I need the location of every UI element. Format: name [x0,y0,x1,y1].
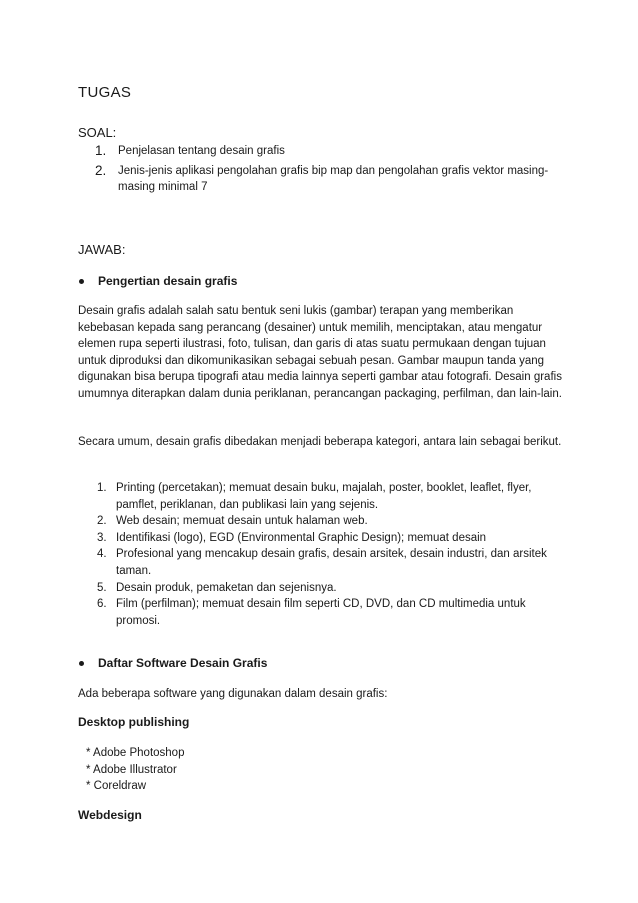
list-item-number: 5. [97,581,107,594]
list-item-text: Identifikasi (logo), EGD (Environmental Graphic Design); memuat desain [116,531,487,544]
list-item-number: 4. [97,548,107,561]
list-item [78,513,558,530]
paragraph-definition: Desain grafis adalah salah satu bentuk seni lukis (gambar) terapan yang memberikan kebebasan kepada sang perancang (desainer) untuk memilih, menciptakan, atau mengatur elemen rupa seperti ilustrasi, foto, tulisan, dan garis di atas suatu permukaan dengan tujuan untuk diproduksi dan dikomunikasikan sebagai sebuah pesan. Gambar maupun tanda yang digunakan bisa berupa tipografi atau media lainnya seperti gambar atau fotografi. Desain grafis umumnya diterapkan dalam dunia periklanan, perancangan packaging, perfilman, dan lain-lain. [78,305,562,400]
soal-item-text: Jenis-jenis aplikasi pengolahan grafis bip map dan pengolahan grafis vektor masing-masing minimal 7 [118,165,549,193]
desktop-software-list [86,745,184,795]
list-item [78,596,558,629]
list-item-number: 3. [97,531,107,544]
soal-item-2 [78,163,568,195]
jawab-label: JAWAB: [78,242,126,257]
bullet-icon [79,661,84,666]
section-heading-text: Pengertian desain grafis [98,274,238,288]
section-heading-software [98,656,267,670]
soal-item-number: 2. [95,163,107,178]
list-item: * Adobe Illustrator [86,763,177,776]
page-title: TUGAS [78,84,132,101]
subheading-desktop-publishing: Desktop publishing [78,715,190,729]
bullet-icon [79,279,84,284]
list-item-number: 2. [97,515,107,528]
subheading-webdesign: Webdesign [78,808,142,822]
soal-item-number: 1. [95,143,107,158]
section-heading-pengertian [98,274,237,288]
list-item-text: Desain produk, pemaketan dan sejenisnya. [116,581,337,594]
list-item-text: Printing (percetakan); memuat desain buku, majalah, poster, booklet, leaflet, flyer, pamflet, periklanan, dan publikasi lain yang sejenis. [116,482,532,511]
list-item-text: Web desain; memuat desain untuk halaman web. [116,515,368,528]
list-item [78,580,558,597]
list-item-text: Profesional yang mencakup desain grafis, desain arsitek, desain industri, dan arsitek taman. [116,548,547,577]
list-item: * Coreldraw [86,780,147,793]
list-item: * Adobe Photoshop [86,747,185,759]
section-heading-text: Daftar Software Desain Grafis [98,656,268,670]
paragraph-categories-intro: Secara umum, desain grafis dibedakan menjadi beberapa kategori, antara lain sebagai berikut. [78,436,562,448]
categories-list [78,480,558,629]
paragraph-software-intro: Ada beberapa software yang digunakan dalam desain grafis: [78,688,388,700]
soal-label: SOAL: [78,125,117,140]
list-item [78,546,558,579]
list-item-text: Film (perfilman); memuat desain film seperti CD, DVD, dan CD multimedia untuk promosi. [116,598,526,627]
list-item-number: 1. [97,482,107,494]
list-item [78,480,558,513]
list-item [78,530,558,547]
list-item-number: 6. [97,598,107,611]
soal-list [78,143,568,199]
soal-item-text: Penjelasan tentang desain grafis [118,145,285,157]
soal-item-1 [78,143,568,159]
